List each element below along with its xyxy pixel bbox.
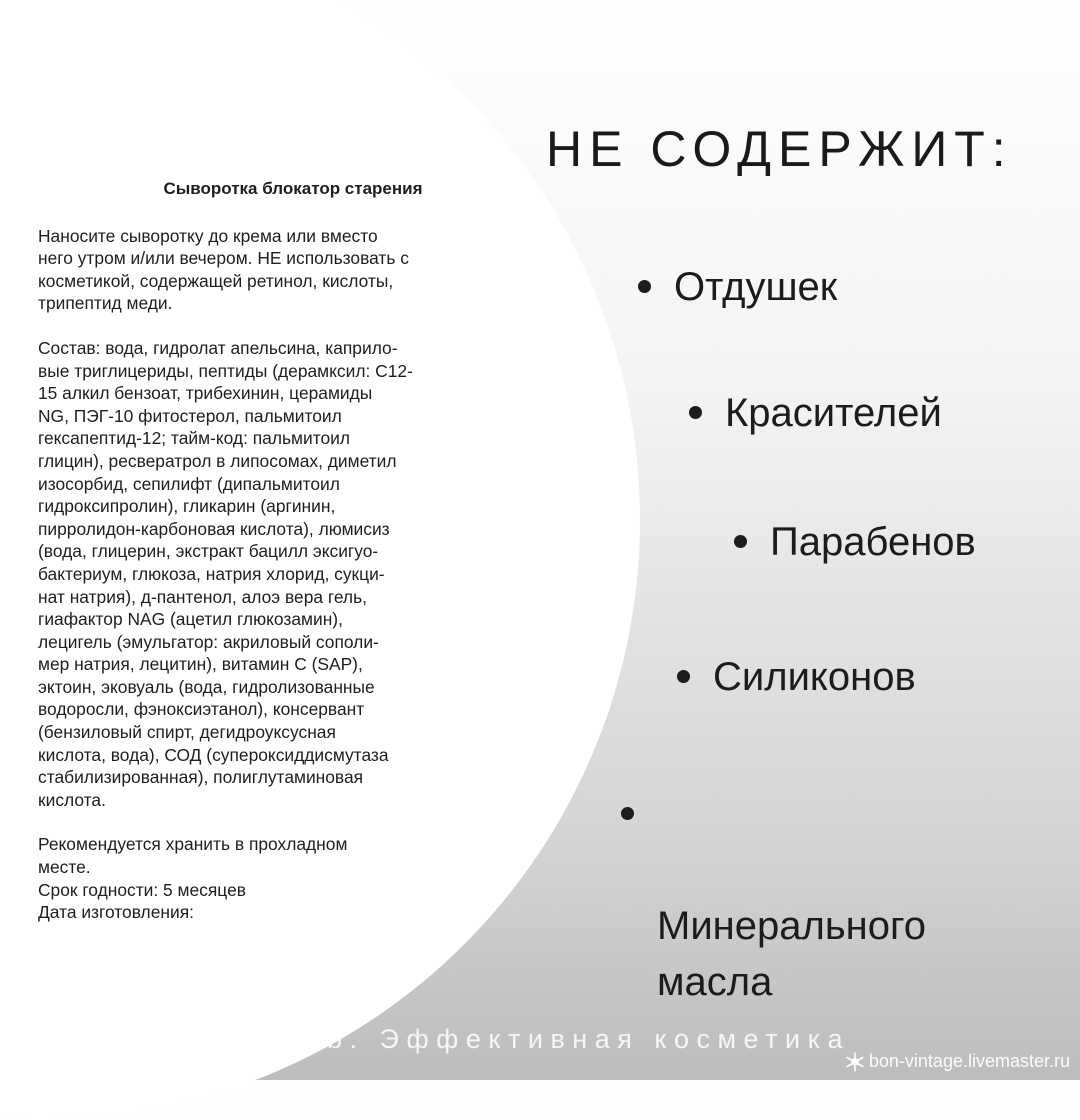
bullet-icon [621, 807, 634, 820]
composition-text: Состав: вода, гидролат апельсина, каприло- вые триглицериды, пептиды (дерамксил: С12- 15 алкил бензоат, трибехинин, церамиды NG, ПЭГ-10 фитостерол, пальмитоил гексапептид-12; тайм-код: пальмитоил глицин), ресвератрол в липосомах, диметил изосорбид, сепилифт (дипальмитоил гидроксипролин), гликарин (аргинин, пирролидон-карбоновая кислота), люмисиз (вода, глицерин, экстракт бацилл эксигуо- бактериум, глюкоза, натрия хлорид, сукци- нат натрия), д-пантенол, алоэ вера гель, гиафактор NAG (ацетил глюкозамин), лецигель (эмульгатор: акриловый сополи- мер натрия, лецитин), витамин С (SAP), эктоин, эковуаль (вода, гидролизованные водоросли, фэноксиэтанол), консервант (бензиловый спирт, дегидроуксусная кислота, вода), СОД (супероксиддисмутаза стабилизированная), полиглутаминовая кислота. [38, 337, 413, 810]
free-from-item [734, 514, 976, 570]
free-from-item [638, 259, 837, 315]
watermark-text: bon-vintage.livemaster.ru [868, 1051, 1070, 1071]
bullet-icon [734, 535, 747, 548]
spacer [38, 315, 488, 337]
product-label [38, 178, 488, 924]
free-from-heading: НЕ СОДЕРЖИТ: [546, 121, 1013, 177]
usage-text: Наносите сыворотку до крема или вместо него утром и/или вечером. НЕ использовать с косметикой, содержащей ретинол, кислоты, трипептид меди. [38, 225, 409, 314]
bullet-icon [638, 280, 651, 293]
product-title: Сыворотка блокатор старения [163, 179, 423, 198]
free-from-item-label: Парабенов [770, 520, 976, 564]
shelf-life-text: Срок годности: 5 месяцев [38, 879, 246, 900]
watermark[interactable] [845, 1051, 1070, 1072]
free-from-item [689, 385, 942, 441]
spacer [38, 811, 488, 833]
free-from-item-label: Силиконов [713, 655, 916, 699]
free-from-item-label: Отдушек [674, 265, 838, 309]
free-from-item-label: Минерального масла [657, 904, 926, 1004]
bullet-icon [689, 406, 702, 419]
manufacture-date-text: Дата изготовления: [38, 902, 194, 923]
free-from-item-label: Красителей [725, 391, 942, 435]
bullet-icon [677, 670, 690, 683]
brand-footer: v.Lab. Эффективная косметика [248, 1024, 851, 1054]
snowflake-icon [845, 1052, 865, 1072]
free-from-item [677, 649, 916, 705]
storage-text: Рекомендуется хранить в прохладном месте. [38, 834, 348, 878]
